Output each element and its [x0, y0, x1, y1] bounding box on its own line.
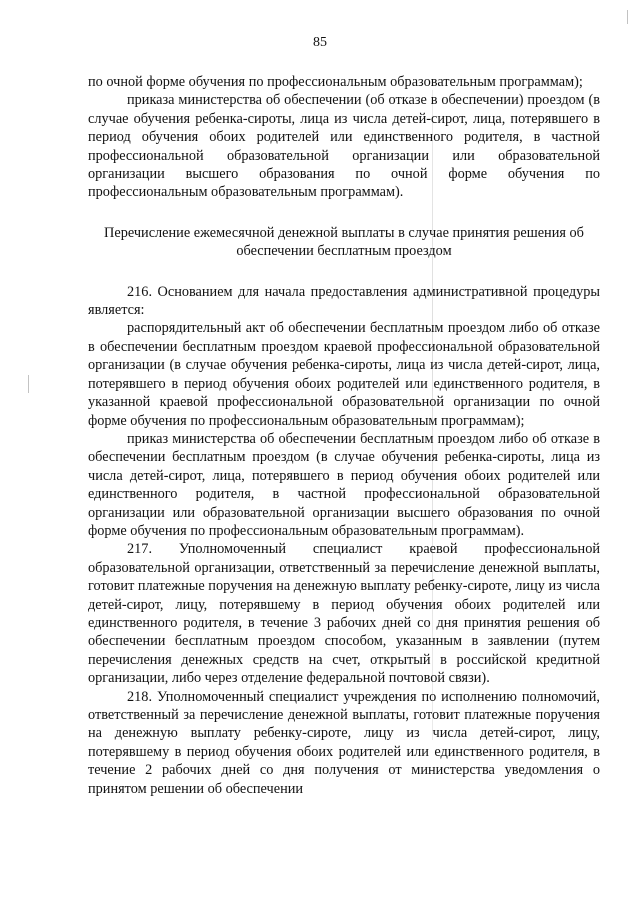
paragraph-216: 216. Основанием для начала предоставления административной процедуры является: [88, 283, 600, 319]
paragraph-ministry-order: приказ министерства об обеспечении бесплатным проездом либо об отказе в обеспечении бесплатным проездом (в случае обучения ребенка-сироты, лица из числа детей-сирот, лица, потерявшего в период обучения обоих родителей или единственного родителя, в частной профессиональной образовательной организации или образовательной организации высшего образования по очной форме обучения по профессиональным образовательным программам). [88, 430, 600, 539]
section-heading: Перечисление ежемесячной денежной выплаты в случае принятия решения об обеспечении бесплатным проездом [104, 224, 584, 260]
document-body [88, 73, 600, 798]
page-number: 85 [313, 35, 327, 50]
paragraph-continuation: по очной форме обучения по профессиональным образовательным программам); [88, 74, 583, 90]
paragraph-order-item: приказа министерства об обеспечении (об отказе в обеспечении) проездом (в случае обучения ребенка-сироты, лица из числа детей-сирот, лица, потерявшего в период обучения обоих родителей или единственного родителя, в частной профессиональной образовательной организации или образовательной организации высшего образования по очной форме обучения по профессиональным образовательным программам). [88, 92, 600, 201]
paragraph-regional-act: распорядительный акт об обеспечении бесплатным проездом либо об отказе в обеспечении бесплатным проездом краевой профессиональной образовательной организации (в случае обучения ребенка-сироты, лица из числа детей-сирот, лица, потерявшего в период обучения обоих родителей или единственного родителя, в указанной краевой профессиональной образовательной организации по очной форме обучения по профессиональным образовательным программам); [88, 320, 600, 429]
paragraph-218: 218. Уполномоченный специалист учреждения по исполнению полномочий, ответственный за перечисление денежной выплаты, готовит платежные поручения на денежную выплату ребенку-сироте, лицу из числа детей-сирот, лицу, потерявшему в период обучения обоих родителей или единственного родителя, в течение 2 рабочих дней со дня получения от министерства уведомления о принятом решении об обеспечении [88, 688, 600, 797]
paragraph-217: 217. Уполномоченный специалист краевой профессиональной образовательной организации, ответственный за перечисление денежной выплаты, готовит платежные поручения на денежную выплату ребенку-сироте, лицу из числа детей-сирот, лицу, потерявшему в период обучения обоих родителей или единственного родителя, в течение 3 рабочих дней со дня принятия решения об обеспечении бесплатным проездом способом, указанным в заявлении (путем перечисления денежных средств на счет, открытый в российской кредитной организации, либо через отделение федеральной почтовой связи). [88, 541, 600, 687]
scan-margin-mark [28, 375, 29, 393]
scan-edge-mark [627, 10, 634, 24]
